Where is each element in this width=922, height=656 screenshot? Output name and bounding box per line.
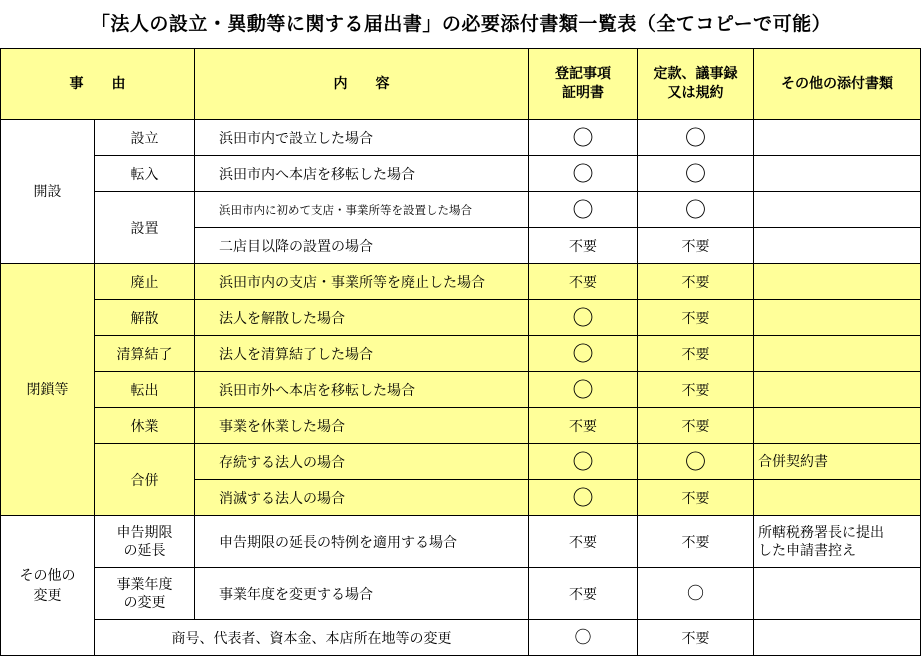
other-cell — [754, 264, 921, 300]
articles-cell: 〇 — [638, 192, 754, 228]
other-line2: した申請書控え — [758, 542, 856, 559]
content-cell: 浜田市内の支店・事業所等を廃止した場合 — [195, 264, 529, 300]
articles-cell: 不要 — [638, 516, 754, 568]
other-cell — [754, 408, 921, 444]
section-change — [1, 516, 95, 656]
reason-line1: 事業年度 — [116, 576, 173, 593]
reason-cell: 合併 — [95, 444, 195, 516]
header-articles-line1: 定款、議事録 — [653, 66, 738, 82]
reason-cell — [95, 516, 195, 568]
content-cell: 浜田市内へ本店を移転した場合 — [195, 156, 529, 192]
reason-line1: 申告期限 — [116, 524, 173, 541]
other-cell — [754, 336, 921, 372]
header-registry — [529, 49, 638, 120]
articles-cell: 〇 — [638, 444, 754, 480]
other-cell — [754, 480, 921, 516]
attachment-table — [0, 48, 921, 656]
content-cell: 商号、代表者、資本金、本店所在地等の変更 — [95, 620, 529, 656]
other-cell — [754, 192, 921, 228]
other-cell — [754, 228, 921, 264]
header-registry-line1: 登記事項 — [555, 66, 611, 82]
header-registry-line2: 証明書 — [562, 85, 604, 101]
registry-cell: 〇 — [529, 120, 638, 156]
registry-cell: 〇 — [529, 480, 638, 516]
registry-cell: 〇 — [529, 300, 638, 336]
registry-cell: 〇 — [529, 336, 638, 372]
articles-cell: 〇 — [638, 156, 754, 192]
registry-cell: 不要 — [529, 516, 638, 568]
header-row — [1, 49, 921, 120]
table-row — [1, 192, 921, 228]
articles-cell: 不要 — [638, 408, 754, 444]
reason-cell: 休業 — [95, 408, 195, 444]
registry-cell: 不要 — [529, 568, 638, 620]
content-cell: 消滅する法人の場合 — [195, 480, 529, 516]
content-cell: 存続する法人の場合 — [195, 444, 529, 480]
table-row — [1, 300, 921, 336]
registry-cell: 〇 — [529, 620, 638, 656]
table-row — [1, 156, 921, 192]
articles-cell: 〇 — [638, 120, 754, 156]
registry-cell: 〇 — [529, 192, 638, 228]
other-cell — [754, 156, 921, 192]
articles-cell: 不要 — [638, 336, 754, 372]
other-cell — [754, 620, 921, 656]
content-cell: 法人を清算結了した場合 — [195, 336, 529, 372]
other-cell — [754, 300, 921, 336]
registry-cell: 不要 — [529, 228, 638, 264]
header-articles-line2: 又は規約 — [667, 85, 724, 101]
table-row — [1, 408, 921, 444]
articles-cell: 〇 — [638, 568, 754, 620]
other-cell — [754, 372, 921, 408]
content-cell: 浜田市内に初めて支店・事業所等を設置した場合 — [195, 192, 529, 228]
content-cell: 法人を解散した場合 — [195, 300, 529, 336]
table-row — [1, 120, 921, 156]
articles-cell: 不要 — [638, 228, 754, 264]
other-line1: 所轄税務署長に提出 — [758, 524, 884, 541]
header-articles — [638, 49, 754, 120]
registry-cell: 不要 — [529, 408, 638, 444]
table-row — [1, 568, 921, 620]
reason-cell: 設置 — [95, 192, 195, 264]
other-cell — [754, 516, 921, 568]
section-change-line1: その他の — [19, 567, 76, 584]
articles-cell: 不要 — [638, 372, 754, 408]
other-cell: 合併契約書 — [754, 444, 921, 480]
registry-cell: 〇 — [529, 444, 638, 480]
header-other: その他の添付書類 — [754, 49, 921, 120]
registry-cell: 〇 — [529, 156, 638, 192]
articles-cell: 不要 — [638, 264, 754, 300]
reason-line2: の変更 — [123, 594, 166, 611]
header-content: 内 容 — [195, 49, 529, 120]
content-cell: 事業を休業した場合 — [195, 408, 529, 444]
reason-cell: 転出 — [95, 372, 195, 408]
articles-cell: 不要 — [638, 300, 754, 336]
articles-cell: 不要 — [638, 480, 754, 516]
table-row — [1, 620, 921, 656]
content-cell: 事業年度を変更する場合 — [195, 568, 529, 620]
content-cell: 浜田市内で設立した場合 — [195, 120, 529, 156]
articles-cell: 不要 — [638, 620, 754, 656]
table-row — [1, 336, 921, 372]
section-open: 開設 — [1, 120, 95, 264]
reason-cell: 清算結了 — [95, 336, 195, 372]
other-cell — [754, 568, 921, 620]
content-cell: 申告期限の延長の特例を適用する場合 — [195, 516, 529, 568]
page-title: 「法人の設立・異動等に関する届出書」の必要添付書類一覧表（全てコピーで可能） — [90, 13, 832, 35]
table-row — [1, 444, 921, 480]
content-cell: 浜田市外へ本店を移転した場合 — [195, 372, 529, 408]
reason-cell: 設立 — [95, 120, 195, 156]
reason-line2: の延長 — [123, 542, 166, 559]
reason-cell: 解散 — [95, 300, 195, 336]
reason-cell: 転入 — [95, 156, 195, 192]
header-reason: 事 由 — [1, 49, 195, 120]
registry-cell: 〇 — [529, 372, 638, 408]
registry-cell: 不要 — [529, 264, 638, 300]
other-cell — [754, 120, 921, 156]
table-row — [1, 372, 921, 408]
reason-cell: 廃止 — [95, 264, 195, 300]
table-row — [1, 264, 921, 300]
section-change-line2: 変更 — [33, 587, 62, 604]
section-close: 閉鎖等 — [1, 264, 95, 516]
content-cell: 二店目以降の設置の場合 — [195, 228, 529, 264]
reason-cell — [95, 568, 195, 620]
table-row — [1, 516, 921, 568]
